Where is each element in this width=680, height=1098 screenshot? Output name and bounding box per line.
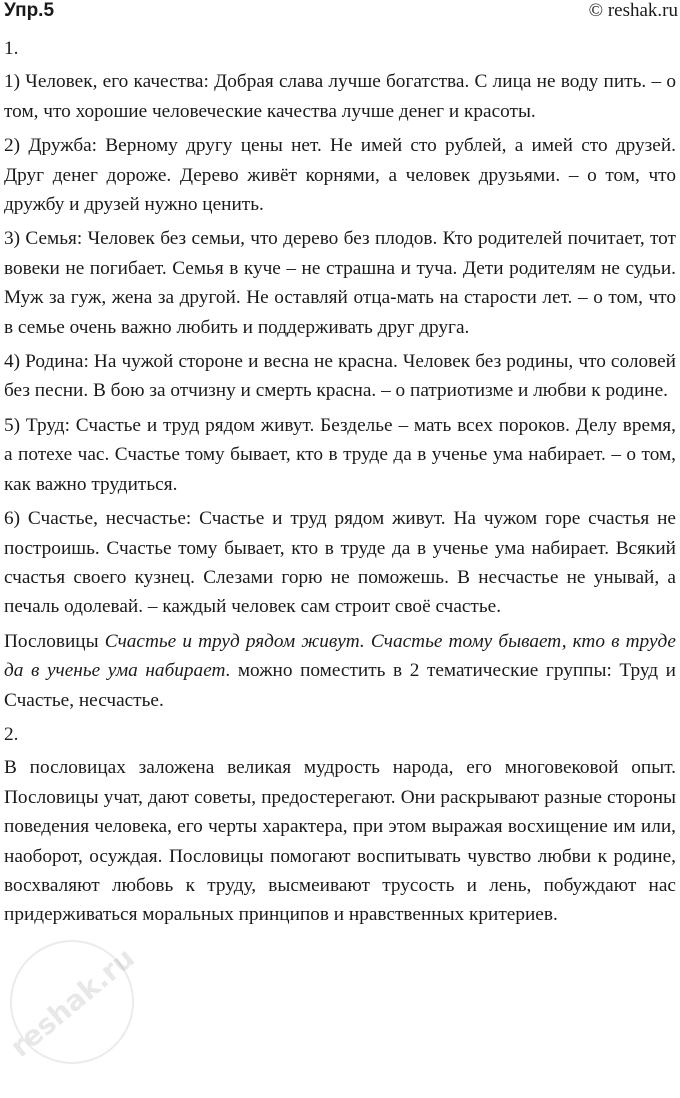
note-italic-proverbs: Счастье и труд рядом живут. Счастье тому бывает, кто в труде да в ученье ума набирает	[4, 630, 676, 682]
item-6-happiness: 6) Счастье, несчастье: Счастье и труд рядом живут. На чужом горе счастья не построишь. Счастье тому бывает, кто в труде да в ученье ума набирает. Всякий счастья своего кузнец. Слезами горю не поможешь. В несчастье не унывай, а печаль одолевай. – каждый человек сам строит своё счастье.	[4, 508, 676, 618]
section-2-number: 2.	[4, 723, 19, 745]
watermark-text: reshak.ru	[3, 940, 141, 1064]
grouping-note	[4, 627, 676, 715]
exercise-title: Упр.5	[4, 0, 55, 21]
page-header	[0, 0, 680, 26]
item-4-homeland: 4) Родина: На чужой стороне и весна не красна. Человек без родины, что соловей без песни. В бою за отчизну и смерть красна. – о патриотизме и любви к родине.	[4, 351, 676, 402]
note-end: . можно поместить в 2 тематические группы: Труд и Счастье, несчастье.	[4, 660, 676, 711]
item-5-labor: 5) Труд: Счастье и труд рядом живут. Безделье – мать всех пороков. Делу время, а потехе час. Счастье тому бывает, кто в труде да в ученье ума набирает. – о том, как важно трудиться.	[4, 414, 676, 495]
watermark-logo	[0, 915, 159, 1090]
item-1-quality: 1) Человек, его качества: Добрая слава лучше богатства. С лица не воду пить. – о том, что хорошие человеческие качества лучше денег и красоты.	[4, 71, 676, 122]
section-1-number: 1.	[4, 38, 19, 59]
note-start: Пословицы	[4, 630, 105, 652]
item-3-family: 3) Семья: Человек без семьи, что дерево без плодов. Кто родителей почитает, тот вовеки не погибает. Семья в куче – не страшна и туча. Дети родителям не судьи. Муж за гуж, жена за другой. Не оставляй отца-мать на старости лет. – о том, что в семье очень важно любить и поддерживать друг друга.	[4, 228, 676, 338]
copyright-label: © reshak.ru	[588, 0, 678, 21]
item-2-friendship: 2) Дружба: Верному другу цены нет. Не имей сто рублей, а имей сто друзей. Друг денег дороже. Дерево живёт корнями, а человек друзьями. – о том, что дружбу и друзей нужно ценить.	[4, 135, 676, 216]
section-2-text: В пословицах заложена великая мудрость народа, его многовековой опыт. Пословицы учат, дают советы, предостерегают. Они раскрывают разные стороны поведения человека, его черты характера, при этом выражая восхищение им или, наоборот, осуждая. Пословицы помогают воспитывать чувство любви к родине, восхваляют любовь к труду, высмеивают трусость и лень, побуждают нас придерживаться моральных принципов и нравственных критериев.	[4, 757, 676, 926]
answer-content	[4, 34, 676, 935]
